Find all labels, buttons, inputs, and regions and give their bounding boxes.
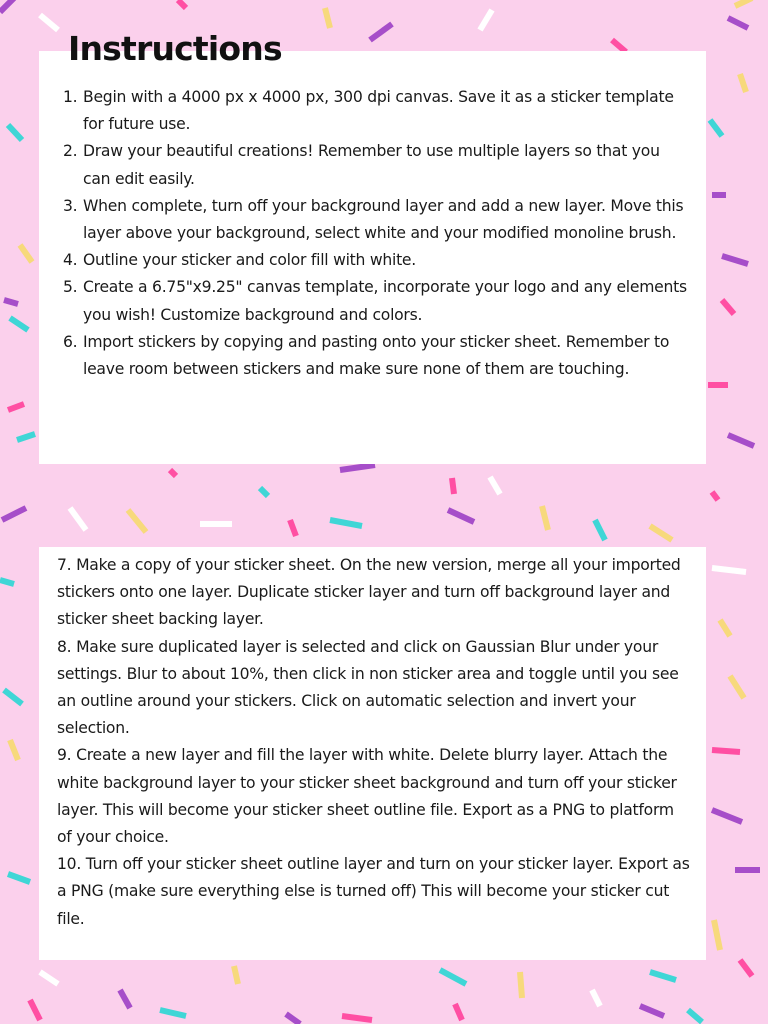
step-number: 1. xyxy=(63,88,78,106)
step-number: 5. xyxy=(63,278,78,297)
list-item: 10. Turn off your sticker sheet outline layer and turn on your sticker layer. Export as a PNG (make sure everything else is turned off) This will become your sticker cut file. xyxy=(57,855,690,928)
list-item xyxy=(63,274,691,328)
steps-list-part2 xyxy=(57,552,692,933)
steps-list-part1 xyxy=(63,84,691,383)
list-item xyxy=(63,247,691,274)
step-number: 6. xyxy=(63,332,78,351)
list-item: 8. Make sure duplicated layer is selected and click on Gaussian Blur under your settings. Blur to about 10%, then click in non sticker area and toggle until you see an outline around your stickers. Click on automatic selection and invert your selection. xyxy=(57,637,679,738)
page-title: Instructions xyxy=(68,29,282,68)
step-text: Outline your sticker and color fill with white. xyxy=(83,251,416,270)
step-number: 3. xyxy=(63,196,78,215)
list-item xyxy=(63,138,691,192)
step-number: 4. xyxy=(63,251,78,270)
list-item: 7. Make a copy of your sticker sheet. On the new version, merge all your imported stickers onto one layer. Duplicate sticker layer and turn off background layer and sticker sheet backing layer. xyxy=(57,556,681,629)
list-item: 9. Create a new layer and fill the layer with white. Delete blurry layer. Attach the white background layer to your sticker sheet background and turn off your sticker layer. This will become your sticker sheet outline file. Export as a PNG to platform of your choice. xyxy=(57,746,677,847)
list-item xyxy=(63,329,691,383)
step-number: 2. xyxy=(63,142,78,161)
list-item xyxy=(63,84,691,138)
step-text: Draw your beautiful creations! Remember to use multiple layers so that you can edit easily. xyxy=(83,142,660,188)
step-text: Import stickers by copying and pasting onto your sticker sheet. Remember to leave room between stickers and make sure none of them are touching. xyxy=(83,332,670,379)
list-item xyxy=(63,193,691,247)
step-text: Begin with a 4000 px x 4000 px, 300 dpi canvas. Save it as a sticker template for future use. xyxy=(83,88,674,134)
step-text: When complete, turn off your background layer and add a new layer. Move this layer above your background, select white and your modified monoline brush. xyxy=(83,196,684,243)
step-text: Create a 6.75"x9.25" canvas template, incorporate your logo and any elements you wish! Customize background and colors. xyxy=(83,278,687,324)
